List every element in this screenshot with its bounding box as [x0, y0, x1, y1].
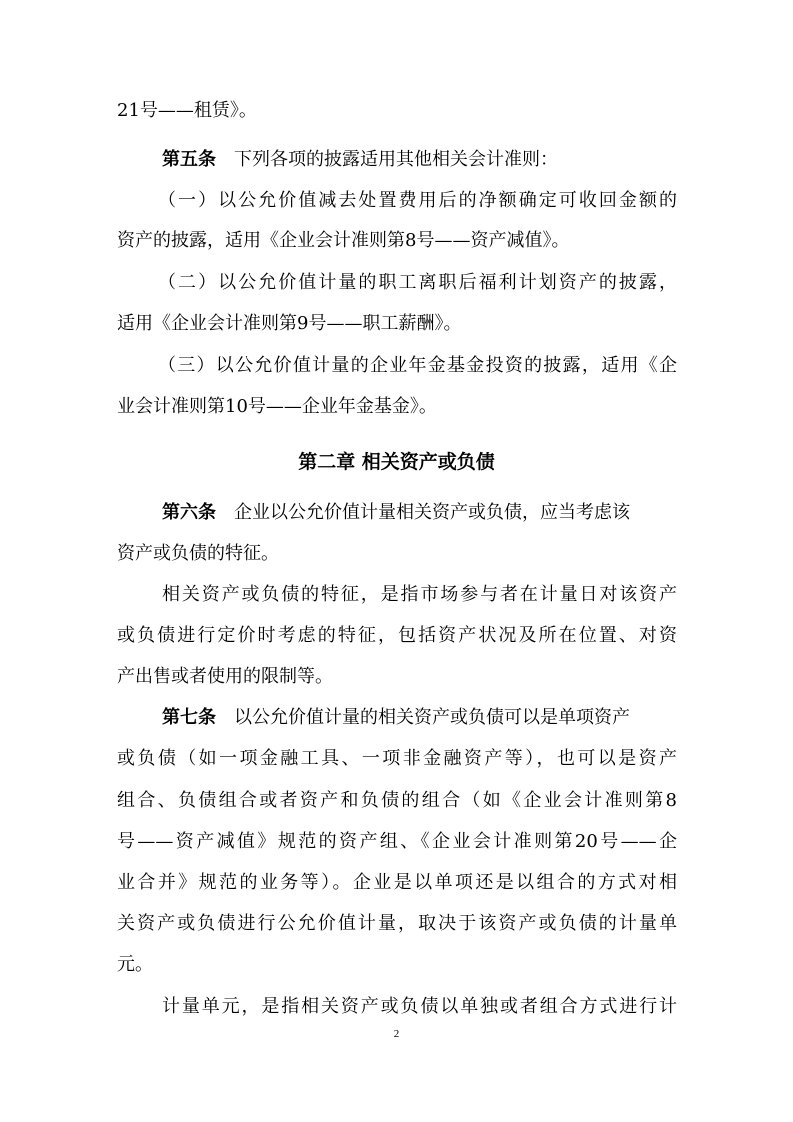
- article-7-line-6: 关资产或负债进行公允价值计量，取决于该资产或负债的计量单: [117, 913, 677, 934]
- article-7-line-5: 业合并》规范的业务等）。企业是以单项还是以组合的方式对相: [117, 872, 677, 893]
- article-7-line-2: 或负债（如一项金融工具、一项非金融资产等），也可以是资产: [117, 748, 677, 769]
- item-2-line-2: 适用《企业会计准则第9号——职工薪酬》。: [117, 313, 462, 334]
- article-6-line-2: 资产或负债的特征。: [117, 543, 279, 564]
- paragraph-6b-line-2: 或负债进行定价时考虑的特征，包括资产状况及所在位置、对资: [117, 625, 677, 646]
- chapter-title: 第二章 相关资产或负债: [298, 451, 495, 473]
- article-7-line-1: [162, 703, 677, 733]
- article-7-text: 以公允价值计量的相关资产或负债可以是单项资产: [234, 707, 630, 728]
- article-6-line-1: [162, 498, 677, 528]
- page-number: 2: [393, 1028, 400, 1040]
- article-5-line: [162, 145, 677, 175]
- article-7-line-4: 号——资产减值》规范的资产组、《企业会计准则第20号——企: [117, 831, 677, 852]
- item-2-line-1: （二）以公允价值计量的职工离职后福利计划资产的披露，: [158, 272, 677, 293]
- paragraph-7b-line-1: 计量单元，是指相关资产或负债以单独或者组合方式进行计: [162, 996, 677, 1017]
- continued-line: 21号——租赁》。: [117, 100, 257, 121]
- article-5-text: 下列各项的披露适用其他相关会计准则：: [234, 149, 558, 170]
- article-7-line-3: 组合、负债组合或者资产和负债的组合（如《企业会计准则第8: [117, 790, 677, 811]
- item-1-line-2: 资产的披露，适用《企业会计准则第8号——资产减值》。: [117, 230, 570, 251]
- item-1-line-1: （一）以公允价值减去处置费用后的净额确定可收回金额的: [158, 190, 677, 211]
- item-3-line-1: （三）以公允价值计量的企业年金基金投资的披露，适用《企: [158, 355, 677, 376]
- paragraph-6b-line-3: 产出售或者使用的限制等。: [117, 666, 333, 687]
- article-6-text: 企业以公允价值计量相关资产或负债，应当考虑该: [234, 502, 630, 523]
- article-6-title: 第六条: [162, 502, 216, 523]
- paragraph-6b-line-1: 相关资产或负债的特征，是指市场参与者在计量日对该资产: [162, 584, 677, 605]
- article-7-title: 第七条: [162, 707, 216, 728]
- article-7-line-7: 元。: [117, 954, 153, 975]
- item-3-line-2: 业会计准则第10号——企业年金基金》。: [117, 396, 437, 417]
- article-5-title: 第五条: [162, 149, 216, 170]
